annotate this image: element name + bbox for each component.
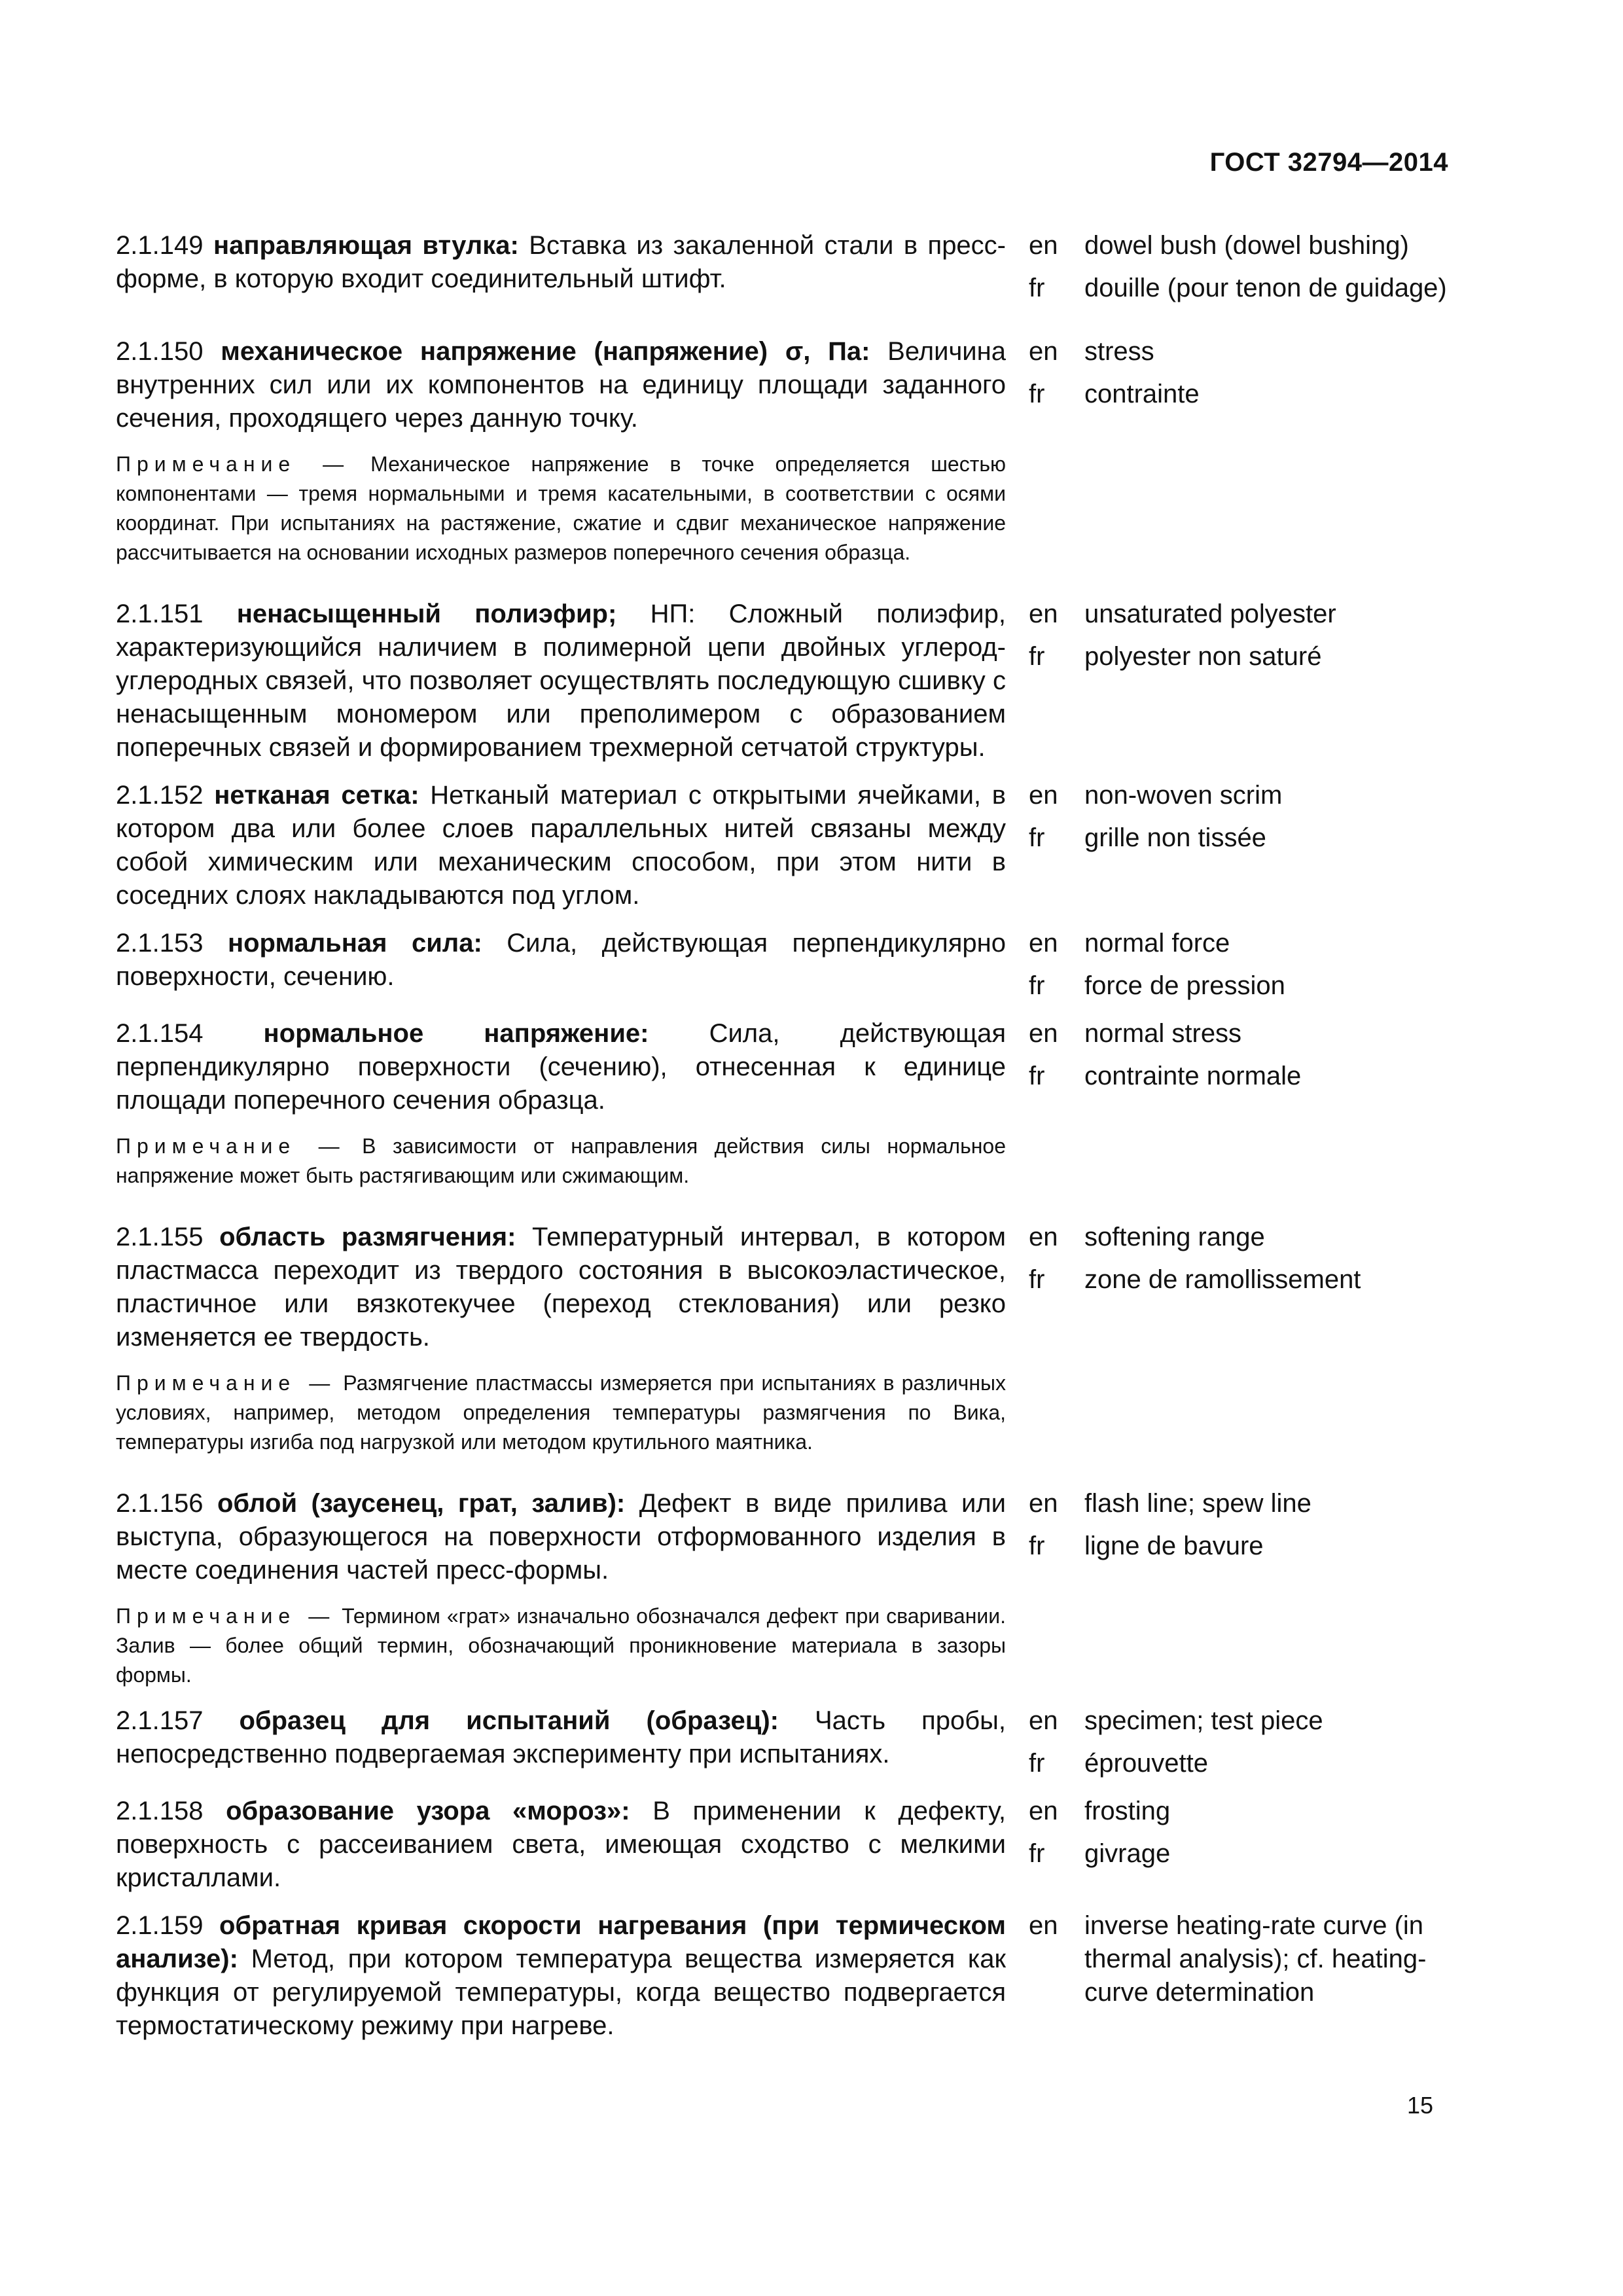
translated-term: normal force xyxy=(1084,929,1230,958)
translated-term: frosting xyxy=(1084,1797,1171,1825)
translated-term: specimen; test piece xyxy=(1084,1706,1323,1735)
term-number: 2.1.156 xyxy=(116,1489,204,1518)
translation-row xyxy=(1029,927,1448,960)
term-definition-column xyxy=(116,927,1006,1003)
translation-row xyxy=(1029,1221,1448,1254)
translation-row xyxy=(1029,1795,1448,1828)
page-number: 15 xyxy=(1406,2092,1433,2119)
term-definition-column xyxy=(116,229,1006,305)
term-definition-text: Сила, действующая перпендикулярно поверхности (сечению), отнесенная к единице площади поперечного сечения образца. xyxy=(116,1019,1006,1115)
language-code: en xyxy=(1029,600,1058,628)
term-entry xyxy=(116,927,1448,1003)
translation-row xyxy=(1029,640,1448,673)
term-definition-text: Нетканый материал с открытыми ячейками, в котором два или более слоев параллельных нитей связаны между собой химическим или механическим способом, при этом нити в соседних слоях накладываются под углом. xyxy=(116,781,1006,910)
note-text: Механическое напряжение в точке определяется шестью компонентами — тремя нормальными и тремя касательными, в соответствии с осями координат. При испытаниях на растяжение, сжатие и сдвиг механическое напряжение рассчитывается на основании исходных размеров поперечного сечения образца. xyxy=(116,452,1007,564)
language-code: fr xyxy=(1029,380,1045,408)
term-definition-text: Сила, действующая перпендикулярно поверхности, сечению. xyxy=(116,929,1006,991)
term-definition xyxy=(116,598,1006,764)
term-definition-text: Величина внутренних сил или их компонентов на единицу площади заданного сечения, проходящего через данную точку. xyxy=(116,337,1006,433)
translation-row xyxy=(1029,821,1448,855)
language-code: fr xyxy=(1029,1839,1045,1868)
translated-term: givrage xyxy=(1084,1839,1171,1868)
term-entry xyxy=(116,598,1448,764)
translation-row xyxy=(1029,335,1448,368)
terms-list xyxy=(116,229,1448,2043)
translation-row xyxy=(1029,378,1448,411)
term-name: обратная кривая скорости нагревания (при термическом анализе): xyxy=(116,1911,1006,1973)
translated-term: éprouvette xyxy=(1084,1749,1209,1778)
term-note xyxy=(116,1602,1006,1690)
translations-column xyxy=(1029,779,1448,912)
translated-term: normal stress xyxy=(1084,1019,1242,1048)
term-definition-column xyxy=(116,335,1006,567)
translated-term: non-woven scrim xyxy=(1084,781,1283,810)
translated-term: polyester non saturé xyxy=(1084,642,1322,671)
note-label: Примечание — xyxy=(116,1604,336,1628)
term-definition-text: В применении к дефекту, поверхность с рассеиванием света, имеющая сходство с мелкими кристаллами. xyxy=(116,1797,1006,1892)
term-entry xyxy=(116,779,1448,912)
translations-column xyxy=(1029,1909,1448,2043)
note-text: В зависимости от направления действия силы нормальное напряжение может быть растягивающим или сжимающим. xyxy=(116,1134,1007,1187)
term-number: 2.1.157 xyxy=(116,1706,204,1735)
translated-term: unsaturated polyester xyxy=(1084,600,1336,628)
term-definition-column xyxy=(116,1704,1006,1780)
term-number: 2.1.153 xyxy=(116,929,204,958)
term-definition-column xyxy=(116,1017,1006,1191)
translations-column xyxy=(1029,1017,1448,1191)
term-definition-text: НП: Сложный полиэфир, характеризующийся наличием в полимерной цепи двойных углерод-углеродных связей, что позволяет осуществлять последующую сшивку с ненасыщенным мономером или преполимером с образованием поперечных связей и формированием трехмерной сетчатой структуры. xyxy=(116,600,1006,762)
translation-row xyxy=(1029,779,1448,812)
translations-column xyxy=(1029,1795,1448,1895)
translated-term: douille (pour tenon de guidage) xyxy=(1084,274,1447,302)
term-name: механическое напряжение (напряжение) σ, Па: xyxy=(221,337,870,366)
translated-term: ligne de bavure xyxy=(1084,1532,1264,1560)
translated-term: contrainte normale xyxy=(1084,1062,1302,1090)
note-label: Примечание — xyxy=(116,1134,346,1158)
term-name: нетканая сетка: xyxy=(214,781,419,810)
translations-column xyxy=(1029,335,1448,567)
term-definition-text: Часть пробы, непосредственно подвергаемая эксперименту при испытаниях. xyxy=(116,1706,1006,1768)
language-code: fr xyxy=(1029,1265,1045,1294)
term-name: нормальная сила: xyxy=(227,929,482,958)
translation-row xyxy=(1029,1704,1448,1738)
term-definition xyxy=(116,1221,1006,1354)
language-code: en xyxy=(1029,1019,1058,1048)
translation-row xyxy=(1029,1060,1448,1093)
language-code: fr xyxy=(1029,823,1045,852)
term-entry xyxy=(116,1909,1448,2043)
translation-row xyxy=(1029,1909,1448,2009)
translations-column xyxy=(1029,1221,1448,1457)
term-note xyxy=(116,450,1006,567)
language-code: en xyxy=(1029,337,1058,366)
language-code: fr xyxy=(1029,274,1045,302)
translations-column xyxy=(1029,927,1448,1003)
note-text: Размягчение пластмассы измеряется при испытаниях в различных условиях, например, методом определения температуры размягчения по Вика, температуры изгиба под нагрузкой или методом крутильного маятника. xyxy=(116,1371,1006,1454)
translated-term: force de pression xyxy=(1084,971,1285,1000)
term-definition xyxy=(116,1487,1006,1587)
translation-row xyxy=(1029,1487,1448,1520)
language-code: en xyxy=(1029,1489,1058,1518)
term-definition xyxy=(116,1795,1006,1895)
translation-row xyxy=(1029,229,1448,262)
translation-row xyxy=(1029,1747,1448,1780)
translated-term: grille non tissée xyxy=(1084,823,1266,852)
term-name: ненасыщенный полиэфир; xyxy=(236,600,617,628)
term-name: направляющая втулка: xyxy=(213,231,519,260)
translations-column xyxy=(1029,229,1448,305)
note-label: Примечание — xyxy=(116,452,350,476)
term-entry xyxy=(116,229,1448,305)
translation-row xyxy=(1029,1017,1448,1050)
term-name: нормальное напряжение: xyxy=(263,1019,649,1048)
translated-term: inverse heating-rate curve (in thermal analysis); cf. heating-curve determination xyxy=(1084,1911,1427,2007)
term-name: образец для испытаний (образец): xyxy=(239,1706,779,1735)
term-definition-text: Температурный интервал, в котором пластмасса переходит из твердого состояния в высокоэластическое, пластичное или вязкотекучее (переход стеклования) или резко изменяется ее твердость. xyxy=(116,1223,1007,1352)
translated-term: softening range xyxy=(1084,1223,1265,1251)
translation-row xyxy=(1029,969,1448,1003)
term-number: 2.1.151 xyxy=(116,600,204,628)
translated-term: contrainte xyxy=(1084,380,1200,408)
term-definition-text: Дефект в виде прилива или выступа, образующегося на поверхности отформованного изделия в месте соединения частей пресс-формы. xyxy=(116,1489,1006,1585)
term-definition-column xyxy=(116,1487,1006,1690)
term-name: область размягчения: xyxy=(219,1223,516,1251)
term-definition-text: Метод, при котором температура вещества измеряется как функция от регулируемой температуры, когда вещество подвергается термостатическому режиму при нагреве. xyxy=(116,1945,1007,2040)
term-definition-text: Вставка из закаленной стали в пресс-форме, в которую входит соединительный штифт. xyxy=(116,231,1007,293)
term-definition xyxy=(116,1704,1006,1771)
translations-column xyxy=(1029,1704,1448,1780)
language-code: en xyxy=(1029,231,1058,260)
language-code: en xyxy=(1029,929,1058,958)
term-number: 2.1.155 xyxy=(116,1223,204,1251)
language-code: fr xyxy=(1029,1532,1045,1560)
note-label: Примечание — xyxy=(116,1371,336,1395)
translation-row xyxy=(1029,1530,1448,1563)
term-number: 2.1.159 xyxy=(116,1911,204,1940)
term-number: 2.1.154 xyxy=(116,1019,204,1048)
translated-term: dowel bush (dowel bushing) xyxy=(1084,231,1409,260)
translations-column xyxy=(1029,598,1448,764)
term-note xyxy=(116,1132,1006,1191)
term-definition-column xyxy=(116,1909,1006,2043)
translation-row xyxy=(1029,272,1448,305)
term-entry xyxy=(116,1221,1448,1457)
language-code: fr xyxy=(1029,1749,1045,1778)
term-number: 2.1.150 xyxy=(116,337,204,366)
language-code: en xyxy=(1029,1911,1058,1940)
note-text: Термином «грат» изначально обозначался дефект при сваривании. Залив — более общий термин, обозначающий проникновение материала в зазоры формы. xyxy=(116,1604,1006,1687)
term-definition-column xyxy=(116,1795,1006,1895)
term-entry xyxy=(116,1487,1448,1690)
term-entry xyxy=(116,335,1448,567)
term-definition xyxy=(116,1909,1006,2043)
language-code: en xyxy=(1029,1706,1058,1735)
language-code: fr xyxy=(1029,642,1045,671)
term-definition-column xyxy=(116,1221,1006,1457)
translated-term: stress xyxy=(1084,337,1154,366)
term-name: образование узора «мороз»: xyxy=(226,1797,630,1825)
term-definition xyxy=(116,779,1006,912)
term-definition xyxy=(116,927,1006,994)
translation-row xyxy=(1029,598,1448,631)
term-definition-column xyxy=(116,598,1006,764)
document-code: ГОСТ 32794—2014 xyxy=(1209,148,1448,177)
term-entry xyxy=(116,1017,1448,1191)
translations-column xyxy=(1029,1487,1448,1690)
term-note xyxy=(116,1369,1006,1457)
term-definition xyxy=(116,335,1006,435)
translation-row xyxy=(1029,1263,1448,1297)
language-code: en xyxy=(1029,1797,1058,1825)
term-number: 2.1.149 xyxy=(116,231,204,260)
term-definition xyxy=(116,229,1006,296)
term-definition xyxy=(116,1017,1006,1117)
translation-row xyxy=(1029,1837,1448,1871)
term-name: облой (заусенец, грат, залив): xyxy=(217,1489,626,1518)
term-entry xyxy=(116,1795,1448,1895)
language-code: en xyxy=(1029,1223,1058,1251)
language-code: en xyxy=(1029,781,1058,810)
language-code: fr xyxy=(1029,1062,1045,1090)
term-number: 2.1.158 xyxy=(116,1797,204,1825)
language-code: fr xyxy=(1029,971,1045,1000)
term-entry xyxy=(116,1704,1448,1780)
term-definition-column xyxy=(116,779,1006,912)
translated-term: zone de ramollissement xyxy=(1084,1265,1361,1294)
translated-term: flash line; spew line xyxy=(1084,1489,1311,1518)
term-number: 2.1.152 xyxy=(116,781,204,810)
